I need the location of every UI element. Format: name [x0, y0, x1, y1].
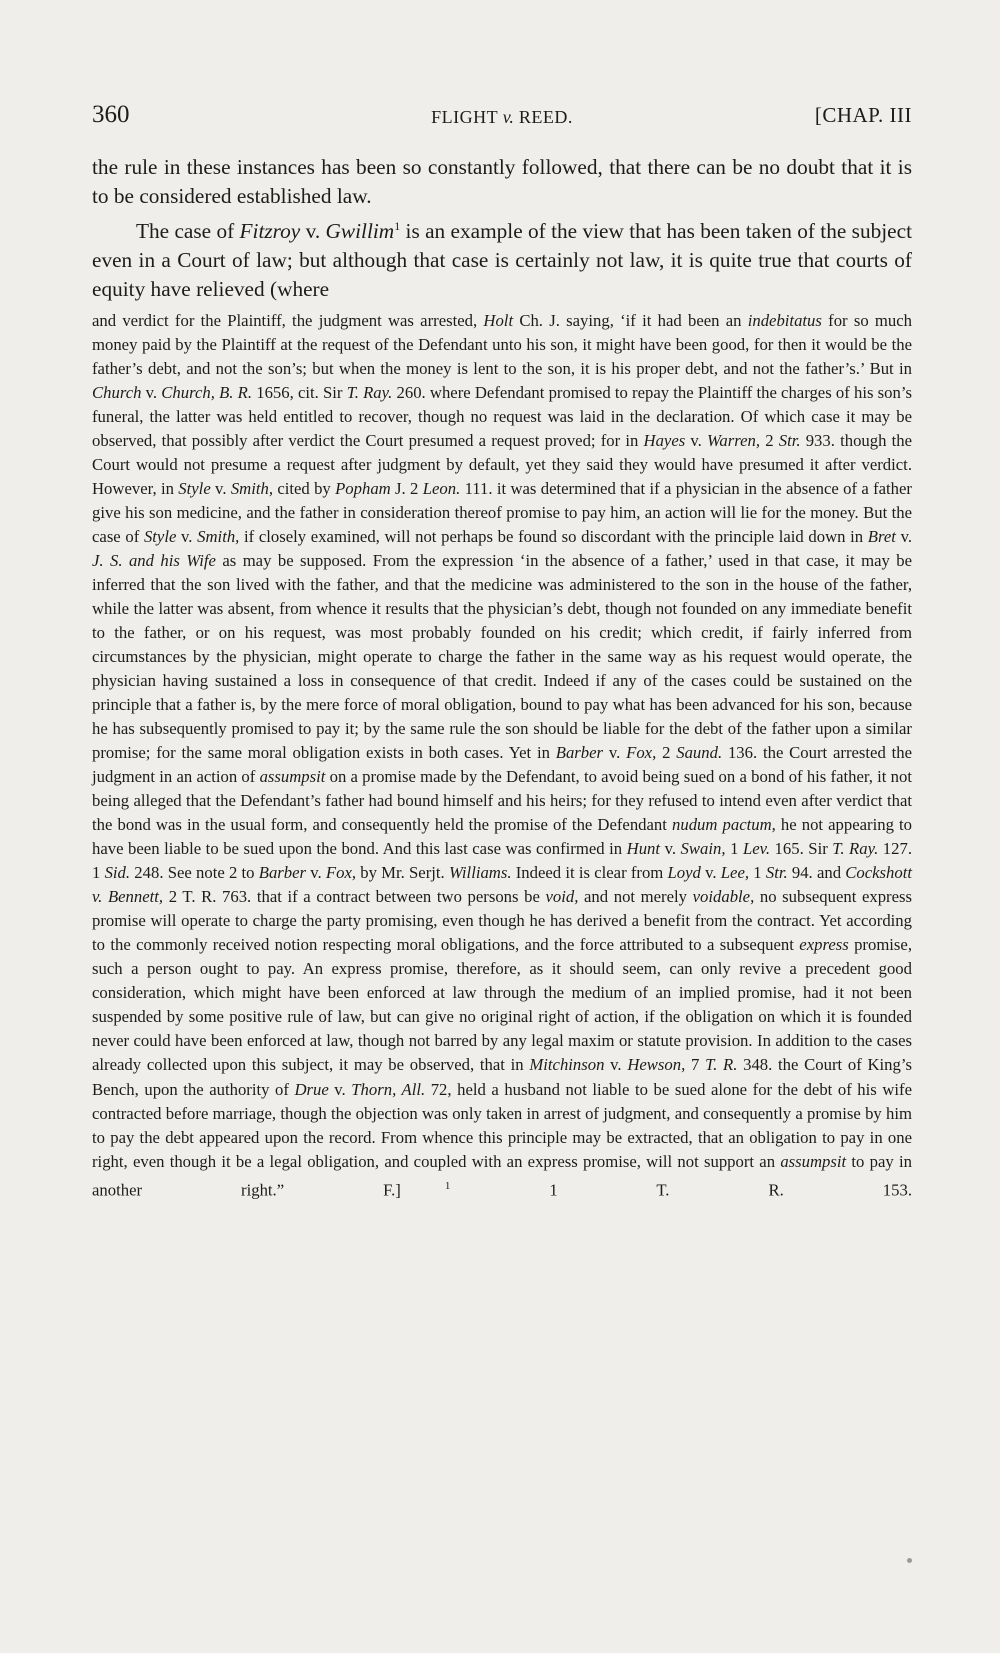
paragraph-1: the rule in these instances has been so constantly followed, that there can be no doubt that it is to be considered established law. — [92, 155, 912, 209]
footnote-citation: 1 T. R. 153. — [450, 1180, 912, 1200]
chapter-label: [CHAP. III — [814, 103, 912, 127]
main-text — [92, 153, 912, 305]
ink-speck — [907, 1558, 912, 1563]
footnote-marker: 1 — [444, 1179, 451, 1192]
page-header — [92, 98, 912, 132]
running-title: FLIGHT v. REED. — [431, 107, 573, 127]
page-number: 360 — [92, 101, 130, 128]
paragraph-2: The case of Fitzroy v. Gwillim$^1$ is an example of the view that has been taken of the subject even in a Court of law; but although that case is certainly not law, it is quite true that courts of equity have relieved (where — [92, 218, 912, 302]
footnote-continuation: and verdict for the Plaintiff, the judgment was arrested, Holt Ch. J. saying, ‘if it had been an indebitatus for so much money paid by the Plaintiff at the request of the Defendant unto his son, it might have been good, for then it would be the father’s debt, and not the son’s; but when the money is lent to the son, it is his proper debt, and not the father’s.’ But in Church v. Church, B. R. 1656, cit. Sir T. Ray. 260. where Defendant promised to repay the Plaintiff the charges of his son’s funeral, the latter was held entitled to recover, though no request was laid in the declaration. Of which case it may be observed, that possibly after verdict the Court presumed a request proved; for in Hayes v. Warren, 2 Str. 933. though the Court would not presume a request after judgment by default, yet they said they would have presumed it after verdict. However, in Style v. Smith, cited by Popham J. 2 Leon. 111. it was determined that if a physician in the absence of a father give his son medicine, and the father in consideration thereof promise to pay him, an action will lie for the money. But the case of Style v. Smith, if closely examined, will not perhaps be found so discordant with the principle laid down in Bret v. J. S. and his Wife as may be supposed. From the expression ‘in the absence of a father,’ used in that case, it may be inferred that the son lived with the father, and that the medicine was administered to the son in the house of the father, while the latter was absent, from whence it results that the physician’s debt, though not founded on any immediate benefit to the father, or on his request, was most probably founded on his credit; which credit, if fairly inferred from circumstances by the physician, might operate to charge the father in the same way as his request would operate, the physician having sustained a loss in consequence of that credit. Indeed if any of the cases could be sustained on the principle that a father is, by the mere force of moral obligation, bound to pay what has been advanced for his son, because he has subsequently promised to pay it; by the same rule the son should be liable for the debt of the father upon a similar promise; for the same moral obligation exists in both cases. Yet in Barber v. Fox, 2 Saund. 136. the Court arrested the judgment in an action of assumpsit on a promise made by the Defendant, to avoid being sued on a bond of his father, it not being alleged that the Defendant’s father had bound himself and his heirs; for they refused to intend even after verdict that the bond was in the usual form, and consequently held the promise of the Defendant nudum pactum, he not appearing to have been liable to be sued upon the bond. And this last case was confirmed in Hunt v. Swain, 1 Lev. 165. Sir T. Ray. 127. 1 Sid. 248. See note 2 to Barber v. Fox, by Mr. Serjt. Williams. Indeed it is clear from Loyd v. Lee, 1 Str. 94. and Cockshott v. Bennett, 2 T. R. 763. that if a contract between two persons be void, and not merely voidable, no subsequent express promise will operate to charge the party promising, even though he has derived a benefit from the contract. Yet according to the commonly received notion respecting moral obligations, and the force attributed to a subsequent express promise, such a person ought to pay. An express promise, therefore, as it should seem, can only revive a precedent good consideration, which might have been enforced at law through the medium of an implied promise, had it not been suspended by some positive rule of law, but can give no original right of action, if the obligation on which it is founded never could have been enforced at law, though not barred by any legal maxim or statute provision. In addition to the cases already collected upon this subject, it may be observed, that in Mitchinson v. Hewson, 7 T. R. 348. the Court of King’s Bench, upon the authority of Drue v. Thorn, All. 72, held a husband not liable to be sued alone for the debt of his wife contracted before marriage, though the objection was only taken in arrest of judgment, and consequently a promise by him to pay the debt appeared upon the record. From whence this principle may be extracted, that an obligation to pay in one right, even though it be a legal obligation, and coupled with an express promise, will not support an assumpsit to pay in another right.” F.] $^1$ 1 T. R. 153. — [92, 311, 913, 1200]
footnote-reference: 1 — [394, 218, 401, 233]
